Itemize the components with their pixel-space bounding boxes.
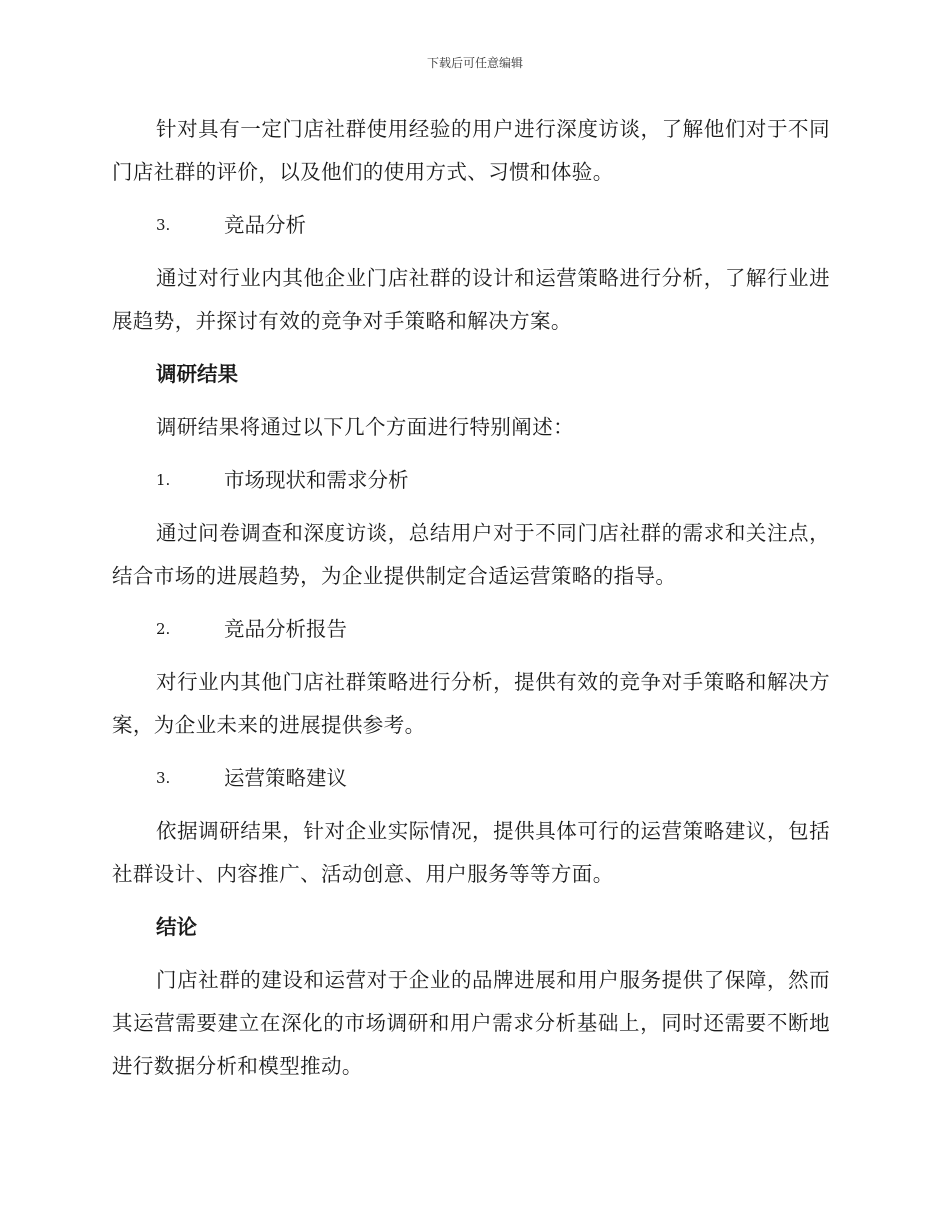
paragraph-report: 对行业内其他门店社群策略进行分析，提供有效的竞争对手策略和解决方案，为企业未来的进展提供参考。: [112, 670, 830, 737]
section-heading-conclusion: 结论: [156, 915, 197, 939]
list-title: 竞品分析: [224, 213, 306, 237]
list-item-strategy: [112, 757, 830, 800]
paragraph-interview: 针对具有一定门店社群使用经验的用户进行深度访谈，了解他们对于不同门店社群的评价，以及他们的使用方式、习惯和体验。: [112, 117, 830, 184]
paragraph-conclusion: 门店社群的建设和运营对于企业的品牌进展和用户服务提供了保障，然而其运营需要建立在深化的市场调研和用户需求分析基础上，同时还需要不断地进行数据分析和模型推动。: [112, 968, 830, 1078]
paragraph-strategy: 依据调研结果，针对企业实际情况，提供具体可行的运营策略建议，包括社群设计、内容推广、活动创意、用户服务等等方面。: [112, 819, 830, 886]
list-number: 2.: [156, 620, 171, 638]
list-number: 3.: [156, 216, 171, 234]
list-title: 市场现状和需求分析: [224, 468, 409, 492]
list-item-competitor-report: [112, 608, 830, 651]
list-title: 竞品分析报告: [224, 617, 347, 641]
paragraph-competitor: 通过对行业内其他企业门店社群的设计和运营策略进行分析，了解行业进展趋势，并探讨有效的竞争对手策略和解决方案。: [112, 266, 830, 333]
paragraph-results-intro: 调研结果将通过以下几个方面进行特别阐述：: [156, 415, 574, 439]
document-body: [112, 108, 830, 1098]
list-item-competitor-analysis: [112, 204, 830, 247]
section-heading-results: 调研结果: [156, 362, 238, 386]
page-header: 下载后可任意编辑: [426, 56, 523, 70]
list-title: 运营策略建议: [224, 766, 347, 790]
list-number: 1.: [156, 471, 171, 489]
list-item-market-analysis: [112, 459, 830, 502]
list-number: 3.: [156, 769, 171, 787]
paragraph-market: 通过问卷调查和深度访谈，总结用户对于不同门店社群的需求和关注点，结合市场的进展趋势，为企业提供制定合适运营策略的指导。: [112, 521, 830, 588]
